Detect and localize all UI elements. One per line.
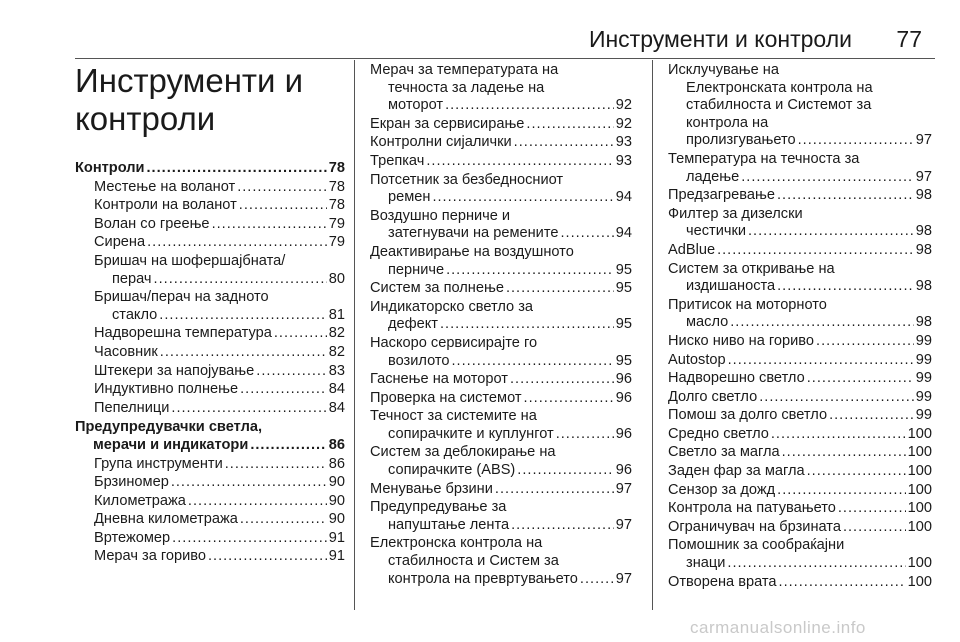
toc-list-3	[668, 62, 932, 591]
leader-dots	[777, 187, 914, 205]
toc-entry-page: 97	[615, 516, 632, 533]
toc-entry[interactable]	[668, 261, 932, 296]
toc-entry[interactable]	[668, 500, 932, 518]
toc-entry-title: AdBlue	[668, 241, 716, 258]
toc-entry-title-line: Електронската контрола на	[686, 79, 873, 96]
header-rule	[75, 58, 935, 59]
toc-entry-title: Надворешно светло	[668, 370, 805, 387]
leader-dots	[225, 456, 327, 474]
toc-entry-title-line: Мерач за температурата на	[370, 62, 559, 78]
toc-entry[interactable]	[370, 535, 632, 588]
toc-entry-page: 100	[907, 500, 932, 517]
toc-entry-title: Помош за долго светло	[668, 407, 828, 424]
toc-entry-title-line: стабилноста и Системот за	[686, 97, 872, 114]
leader-dots	[514, 134, 614, 152]
toc-entry-page: 96	[615, 371, 632, 388]
leader-dots	[452, 353, 614, 371]
toc-entry-title-line: Притисок на моторното	[668, 296, 827, 313]
toc-entry-page: 100	[907, 444, 932, 461]
toc-entry[interactable]	[75, 289, 345, 324]
toc-entry-page: 98	[915, 241, 932, 258]
leader-dots	[843, 519, 906, 537]
toc-entry[interactable]	[75, 344, 345, 362]
toc-entry[interactable]	[668, 151, 932, 186]
toc-entry-page: 83	[328, 362, 345, 379]
toc-entry-page: 99	[915, 370, 932, 387]
toc-entry-page: 78	[328, 160, 345, 176]
column-divider-2	[652, 60, 653, 610]
toc-list-1	[75, 160, 345, 566]
chapter-title-line-1: Инструменти и	[75, 62, 304, 99]
toc-entry-title: Индуктивно полнење	[94, 381, 239, 398]
leader-dots	[748, 223, 914, 241]
toc-entry-title-line: моторот	[388, 97, 444, 114]
leader-dots	[510, 371, 614, 389]
toc-entry-title: Сензор за дожд	[668, 481, 776, 498]
toc-entry[interactable]	[668, 463, 932, 481]
leader-dots	[426, 153, 613, 171]
leader-dots	[517, 462, 613, 480]
toc-entry-title: Мерач за гориво	[94, 548, 206, 565]
leader-dots	[237, 179, 327, 197]
toc-entry-title-line: знаци	[686, 555, 726, 572]
toc-entry-title-line: Бришач/перач на задното	[94, 289, 269, 306]
toc-entry-page: 100	[907, 573, 932, 590]
toc-entry-page: 99	[915, 388, 932, 405]
toc-entry-page: 90	[328, 492, 345, 509]
toc-entry-title: Штекери за напојување	[94, 362, 255, 379]
toc-entry[interactable]	[370, 390, 632, 408]
toc-entry[interactable]	[668, 333, 932, 351]
toc-entry-page: 96	[615, 462, 632, 479]
toc-column-1	[75, 62, 345, 567]
toc-entry-title: Контролни сијалички	[370, 134, 512, 151]
toc-entry-title-line: Предупредувачки светла,	[75, 419, 263, 436]
toc-entry-title: Волан со греење	[94, 215, 210, 232]
toc-entry-title-line: мерачи и индикатори	[93, 436, 249, 453]
toc-entry-title-line: стакло	[112, 306, 158, 323]
toc-entry-title: Брзиномер	[94, 474, 169, 491]
chapter-title-line-2: контроли	[75, 100, 216, 137]
toc-entry-page: 82	[328, 343, 345, 360]
toc-entry-title-line: ладење	[686, 168, 740, 185]
leader-dots	[717, 242, 914, 260]
toc-entry-title-line: дефект	[388, 316, 438, 333]
leader-dots	[172, 530, 327, 548]
toc-entry[interactable]	[370, 62, 632, 115]
toc-entry-title-line: Деактивирање на воздушното	[370, 243, 574, 260]
toc-entry-title-line: возилото	[388, 352, 450, 369]
toc-entry[interactable]	[668, 242, 932, 260]
toc-entry-title-line: контрола на превртувањето	[388, 570, 578, 587]
toc-entry-title: Надворешна температура	[94, 325, 272, 342]
leader-dots	[147, 160, 327, 178]
leader-dots	[240, 381, 327, 399]
toc-entry[interactable]	[370, 299, 632, 334]
chapter-title	[75, 62, 345, 138]
toc-entry-page: 90	[328, 511, 345, 528]
toc-entry[interactable]	[75, 400, 345, 418]
toc-entry-title-line: напуштање лента	[388, 516, 510, 533]
leader-dots	[556, 426, 614, 444]
leader-dots	[495, 481, 614, 499]
toc-entry-title: Предзагревање	[668, 187, 775, 204]
leader-dots	[506, 280, 614, 298]
toc-entry-title-line: Бришач на шофершајбната/	[94, 252, 286, 269]
toc-entry-page: 97	[915, 132, 932, 149]
leader-dots	[240, 511, 327, 529]
toc-entry-page: 98	[915, 314, 932, 331]
toc-entry-page: 95	[615, 280, 632, 297]
toc-entry-page: 84	[328, 399, 345, 416]
toc-entry[interactable]	[668, 370, 932, 388]
toc-entry[interactable]	[668, 519, 932, 537]
toc-entry-title-line: Наскоро сервисирајте го	[370, 334, 538, 351]
toc-entry[interactable]	[75, 493, 345, 511]
toc-entry-page: 100	[907, 518, 932, 535]
toc-entry[interactable]	[370, 116, 632, 134]
toc-entry-title: Часовник	[94, 343, 158, 360]
toc-entry[interactable]	[370, 172, 632, 207]
toc-entry-page: 95	[615, 352, 632, 369]
toc-entry-title-line: масло	[686, 314, 729, 331]
toc-entry[interactable]	[370, 153, 632, 171]
toc-entry[interactable]	[370, 444, 632, 479]
toc-entry[interactable]	[75, 253, 345, 288]
toc-entry-page: 93	[615, 134, 632, 151]
toc-entry[interactable]	[75, 530, 345, 548]
toc-entry-title: Систем за полнење	[370, 280, 504, 297]
toc-entry-page: 96	[615, 425, 632, 442]
toc-entry[interactable]	[668, 444, 932, 462]
toc-entry-title-line: Систем за откривање на	[668, 260, 835, 277]
leader-dots	[741, 169, 914, 187]
toc-entry-title: Трепкач	[370, 152, 425, 169]
toc-entry-page: 95	[615, 261, 632, 278]
toc-entry-page: 99	[915, 351, 932, 368]
toc-entry-title-line: сопирачките (ABS)	[388, 462, 516, 479]
toc-entry-page: 84	[328, 381, 345, 398]
toc-entry-page: 97	[615, 480, 632, 497]
toc-entry-title-line: Помошник за сообраќајни	[668, 537, 845, 554]
toc-entry-page: 92	[615, 97, 632, 114]
toc-entry-title-line: Исклучување на	[668, 62, 779, 78]
leader-dots	[829, 407, 914, 425]
toc-entry-title: Долго светло	[668, 388, 758, 405]
leader-dots	[524, 390, 614, 408]
leader-dots	[446, 262, 614, 280]
toc-entry-title-line: Предупредување за	[370, 499, 507, 516]
toc-entry-title: Ограничувач на брзината	[668, 518, 841, 535]
toc-entry-title-line: Филтер за дизелски	[668, 205, 803, 222]
toc-entry[interactable]	[668, 426, 932, 444]
toc-entry[interactable]	[668, 206, 932, 241]
toc-entry[interactable]	[75, 160, 345, 178]
toc-entry[interactable]	[75, 474, 345, 492]
toc-entry-page: 90	[328, 474, 345, 491]
toc-entry-title: Средно светло	[668, 425, 769, 442]
leader-dots	[171, 400, 326, 418]
toc-entry-title-line: Потсетник за безбедносниот	[370, 171, 564, 188]
toc-entry[interactable]	[668, 389, 932, 407]
toc-entry[interactable]	[75, 381, 345, 399]
toc-column-3	[668, 62, 932, 592]
running-header-title: Инструменти и контроли	[588, 26, 852, 52]
toc-entry-page: 91	[328, 529, 345, 546]
leader-dots	[171, 474, 327, 492]
toc-entry[interactable]	[75, 456, 345, 474]
toc-entry-title: Група инструменти	[94, 455, 223, 472]
toc-entry-page: 92	[615, 115, 632, 132]
toc-entry-page: 94	[615, 189, 632, 206]
toc-entry-page: 98	[915, 278, 932, 295]
toc-entry[interactable]	[75, 511, 345, 529]
leader-dots	[730, 314, 914, 332]
leader-dots	[274, 325, 327, 343]
leader-dots	[560, 225, 613, 243]
toc-entry-title: Контроли на воланот	[94, 197, 237, 214]
leader-dots	[526, 116, 613, 134]
leader-dots	[777, 482, 906, 500]
toc-entry-title-line: контрола на	[686, 114, 769, 131]
toc-entry-page: 79	[328, 234, 345, 251]
toc-entry[interactable]	[370, 280, 632, 298]
leader-dots	[440, 316, 614, 334]
toc-entry-title: Менување брзини	[370, 480, 493, 497]
toc-entry-title-line: перниче	[388, 261, 445, 278]
leader-dots	[432, 189, 613, 207]
toc-entry-title: Километража	[94, 492, 186, 509]
toc-entry[interactable]	[75, 325, 345, 343]
leader-dots	[154, 271, 327, 289]
toc-entry[interactable]	[668, 297, 932, 332]
toc-column-2	[370, 62, 632, 589]
toc-entry-title-line: Течност за системите на	[370, 408, 537, 425]
leader-dots	[838, 500, 906, 518]
leader-dots	[159, 307, 326, 325]
toc-entry-title: Вртежомер	[94, 529, 171, 546]
toc-entry-page: 78	[328, 197, 345, 214]
toc-entry[interactable]	[370, 244, 632, 279]
leader-dots	[779, 574, 906, 592]
leader-dots	[147, 234, 327, 252]
leader-dots	[771, 426, 906, 444]
toc-entry-title-line: Систем за деблокирање на	[370, 444, 556, 461]
leader-dots	[777, 278, 914, 296]
toc-entry-title: Гаснење на моторот	[370, 371, 508, 388]
toc-entry[interactable]	[75, 419, 345, 454]
toc-entry-page: 94	[615, 225, 632, 242]
toc-entry-title-line: течноста за ладење на	[388, 79, 545, 96]
toc-entry[interactable]	[668, 62, 932, 150]
toc-entry-title: Ниско ниво на гориво	[668, 332, 815, 349]
leader-dots	[256, 363, 326, 381]
toc-entry-page: 97	[915, 168, 932, 185]
toc-entry[interactable]	[370, 371, 632, 389]
leader-dots	[212, 216, 327, 234]
toc-entry-page: 95	[615, 316, 632, 333]
leader-dots	[807, 370, 914, 388]
toc-entry-title: Контрола на патувањето	[668, 500, 836, 517]
toc-entry-page: 99	[915, 332, 932, 349]
toc-entry[interactable]	[668, 482, 932, 500]
toc-entry-page: 98	[915, 223, 932, 240]
leader-dots	[728, 352, 914, 370]
column-divider-1	[354, 60, 355, 610]
toc-entry[interactable]	[668, 187, 932, 205]
toc-list-2	[370, 62, 632, 588]
toc-entry-page: 100	[907, 481, 932, 498]
toc-entry-page: 96	[615, 389, 632, 406]
toc-entry-title: Отворена врата	[668, 573, 777, 590]
toc-entry-title-line: Воздушно перниче и	[370, 207, 511, 224]
toc-entry-title-line: стабилноста и Систем за	[388, 553, 559, 570]
leader-dots	[511, 517, 614, 535]
toc-entry[interactable]	[370, 335, 632, 370]
toc-entry-title-line: честички	[686, 223, 746, 240]
toc-entry-page: 93	[615, 152, 632, 169]
leader-dots	[160, 344, 327, 362]
toc-entry-page: 100	[907, 425, 932, 442]
toc-entry[interactable]	[370, 408, 632, 443]
toc-entry[interactable]	[75, 234, 345, 252]
toc-entry-title-line: издишаноста	[686, 278, 776, 295]
toc-entry-title: Сирена	[94, 234, 146, 251]
toc-entry-page: 99	[915, 407, 932, 424]
toc-entry-title-line: Индикаторско светло за	[370, 298, 534, 315]
page-header	[0, 0, 960, 60]
toc-entry-page: 97	[615, 570, 632, 587]
toc-entry-title: Проверка на системот	[370, 389, 522, 406]
toc-entry[interactable]	[75, 363, 345, 381]
leader-dots	[807, 463, 906, 481]
leader-dots	[239, 197, 327, 215]
leader-dots	[250, 437, 326, 455]
toc-entry-title-line: Електронска контрола на	[370, 535, 543, 552]
leader-dots	[816, 333, 914, 351]
toc-entry-title: Светло за магла	[668, 444, 780, 461]
toc-entry-page: 81	[328, 306, 345, 323]
toc-entry[interactable]	[668, 352, 932, 370]
toc-entry[interactable]	[370, 481, 632, 499]
toc-entry-page: 79	[328, 215, 345, 232]
toc-entry-title: Екран за сервисирање	[370, 115, 525, 132]
toc-entry-title: Местење на воланот	[94, 178, 236, 195]
toc-entry-title: Пепелници	[94, 399, 170, 416]
toc-entry[interactable]	[370, 134, 632, 152]
leader-dots	[580, 571, 614, 589]
toc-entry-title-line: пролизгувањето	[686, 132, 796, 149]
toc-entry-title: Заден фар за магла	[668, 463, 805, 480]
toc-entry-page: 100	[907, 463, 932, 480]
leader-dots	[782, 444, 906, 462]
toc-entry-page: 82	[328, 325, 345, 342]
toc-entry-page: 86	[328, 455, 345, 472]
leader-dots	[188, 493, 327, 511]
toc-entry[interactable]	[370, 208, 632, 243]
toc-entry-title-line: ремен	[388, 189, 431, 206]
toc-entry-page: 91	[328, 548, 345, 565]
toc-entry-title: Дневна километража	[94, 511, 238, 528]
toc-entry-page: 86	[328, 436, 345, 453]
toc-entry-title-line: Температура на течноста за	[668, 150, 860, 167]
toc-entry[interactable]	[668, 537, 932, 572]
toc-entry-title-line: перач	[112, 270, 152, 287]
toc-entry-page: 98	[915, 187, 932, 204]
toc-entry[interactable]	[668, 574, 932, 592]
toc-entry-page: 80	[328, 270, 345, 287]
leader-dots	[727, 555, 905, 573]
leader-dots	[445, 97, 614, 115]
toc-entry-title: Autostop	[668, 351, 726, 368]
toc-entry[interactable]	[668, 407, 932, 425]
toc-entry[interactable]	[75, 548, 345, 566]
toc-entry-title-line: сопирачките и куплунгот	[388, 425, 554, 442]
toc-entry-title-line: затегнувачи на ремените	[388, 225, 559, 242]
toc-entry[interactable]	[75, 179, 345, 197]
watermark: carmanualsonline.info	[690, 618, 866, 637]
page-number: 77	[896, 26, 922, 52]
toc-entry[interactable]	[75, 197, 345, 215]
leader-dots	[759, 389, 914, 407]
leader-dots	[208, 548, 327, 566]
toc-entry-page: 100	[907, 555, 932, 572]
toc-entry-title: Контроли	[75, 160, 145, 176]
leader-dots	[798, 132, 914, 150]
toc-entry[interactable]	[75, 216, 345, 234]
toc-entry-page: 78	[328, 178, 345, 195]
toc-entry[interactable]	[370, 499, 632, 534]
